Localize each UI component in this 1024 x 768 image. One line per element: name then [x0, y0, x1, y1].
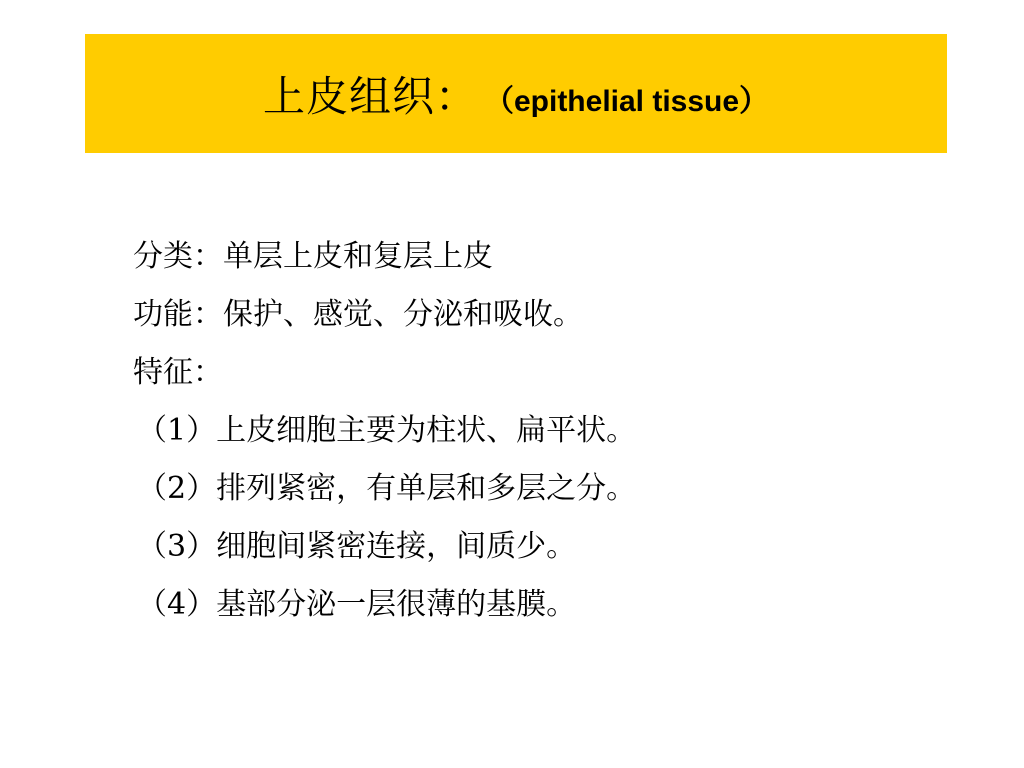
features-heading: 特征：	[133, 355, 223, 390]
feature-item-1: （1）上皮细胞主要为柱状、扁平状。	[137, 413, 637, 448]
feature-item-4: （4）基部分泌一层很薄的基膜。	[137, 587, 577, 622]
slide-body	[133, 228, 933, 634]
feature-item-2: （2）排列紧密，有单层和多层之分。	[137, 471, 637, 506]
slide-title	[263, 64, 769, 124]
title-banner	[85, 34, 947, 153]
function-line: 功能：保护、感觉、分泌和吸收。	[133, 297, 583, 332]
title-chinese: 上皮组织：	[262, 71, 478, 121]
title-english: （epithelial tissue）	[483, 84, 770, 118]
classification-line: 分类：单层上皮和复层上皮	[133, 239, 493, 274]
feature-item-3: （3）细胞间紧密连接，间质少。	[137, 529, 577, 564]
